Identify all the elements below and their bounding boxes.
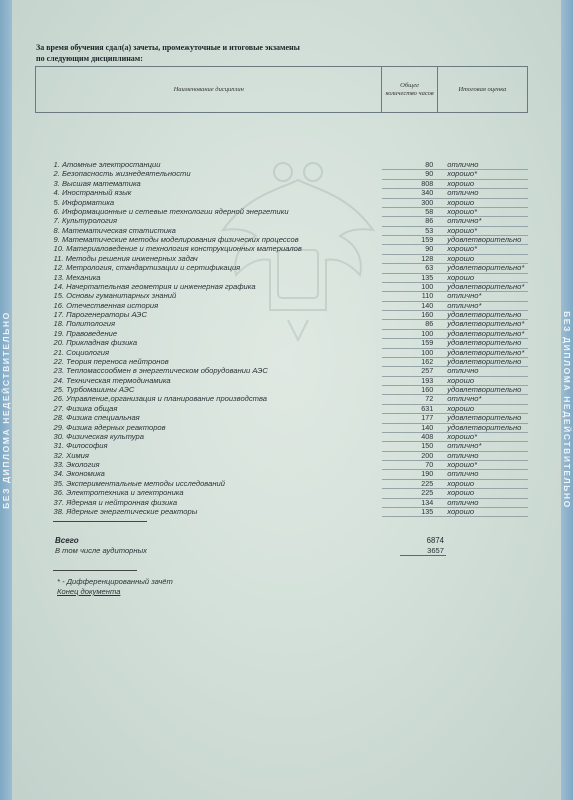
discipline-hours: 159: [382, 339, 437, 348]
discipline-name: 20. Прикладная физика: [53, 338, 138, 348]
discipline-name: 18. Политология: [53, 319, 116, 329]
discipline-name: 12. Метрология, стандартизации и сертификация: [53, 263, 241, 273]
header-total-hours: Общее количество часов: [382, 67, 437, 113]
header-discipline-name: Наименование дисциплин: [36, 67, 382, 113]
discipline-grade: удовлетворительно: [437, 414, 527, 423]
discipline-name: 5. Информатика: [53, 198, 115, 207]
discipline-hours: 100: [382, 348, 437, 357]
discipline-grade: хорошо: [437, 198, 527, 207]
discipline-grade: хорошо: [437, 489, 527, 498]
discipline-hours: 100: [382, 282, 437, 291]
table-row: [36, 423, 528, 432]
discipline-name: 19. Правоведение: [53, 329, 118, 338]
discipline-hours: 808: [382, 179, 437, 188]
table-row: [36, 367, 528, 376]
table-end-rule: [53, 521, 147, 522]
discipline-hours: 257: [382, 367, 437, 376]
discipline-grade: отлично: [437, 161, 527, 170]
discipline-grade: хорошо*: [437, 461, 527, 470]
table-row: [36, 470, 528, 479]
intro-text: [36, 42, 300, 64]
discipline-hours: 200: [382, 451, 437, 460]
table-row: [36, 189, 528, 198]
table-row: [36, 236, 528, 245]
discipline-hours: 140: [382, 301, 437, 310]
discipline-hours: 90: [382, 170, 437, 179]
discipline-hours: 300: [382, 198, 437, 207]
discipline-name: 3. Высшая математика: [53, 179, 141, 188]
table-row: [36, 395, 528, 404]
table-row: [36, 489, 528, 498]
table-row: [36, 507, 528, 516]
table-row: [36, 311, 528, 320]
table-row: [36, 479, 528, 488]
table-row: [36, 170, 528, 179]
discipline-hours: 159: [382, 236, 437, 245]
discipline-name: 37. Ядерная и нейтронная физика: [53, 498, 178, 507]
discipline-grade: хорошо*: [437, 207, 527, 216]
header-final-grade: Итоговая оценка: [437, 67, 527, 113]
discipline-hours: 408: [382, 432, 437, 441]
discipline-hours: 225: [382, 489, 437, 498]
discipline-hours: 86: [382, 320, 437, 329]
discipline-name: 36. Электротехника и электроника: [53, 488, 184, 498]
table-row: [36, 217, 528, 226]
discipline-name: 11. Методы решения инженерных задач: [53, 254, 198, 263]
discipline-name: 6. Информационные и сетевые технологии ядерной энергетики: [53, 207, 289, 216]
discipline-hours: 193: [382, 376, 437, 385]
discipline-grade: удовлетворительно*: [437, 264, 527, 273]
discipline-grade: удовлетворительно: [437, 236, 527, 245]
discipline-hours: 160: [382, 386, 437, 395]
discipline-hours: 110: [382, 292, 437, 301]
discipline-grade: отлично*: [437, 292, 527, 301]
discipline-name: 34. Экономика: [53, 469, 105, 479]
table-row: [36, 179, 528, 188]
discipline-grade: отлично*: [437, 395, 527, 404]
discipline-name: 27. Физика общая: [53, 404, 118, 413]
table-row: [36, 273, 528, 282]
discipline-name: 24. Техническая термодинамика: [53, 376, 171, 385]
discipline-grade: хорошо*: [437, 170, 527, 179]
discipline-grade: удовлетворительно: [437, 339, 527, 348]
footnote-rule: [53, 570, 137, 571]
discipline-hours: 72: [382, 395, 437, 404]
discipline-name: 13. Механика: [53, 273, 101, 282]
discipline-name: 28. Физика специальная: [53, 413, 140, 423]
classroom-hours-underline: [400, 555, 446, 556]
table-row: [36, 207, 528, 216]
table-row: [36, 376, 528, 385]
table-row: [36, 320, 528, 329]
table-row: [36, 348, 528, 357]
table-row: [36, 254, 528, 263]
discipline-hours: 80: [382, 161, 437, 170]
disciplines-table: [35, 66, 528, 517]
discipline-grade: хорошо*: [437, 432, 527, 441]
discipline-hours: 340: [382, 189, 437, 198]
discipline-name: 32. Химия: [53, 451, 89, 460]
discipline-name: 2. Безопасность жизнедеятельности: [53, 169, 191, 179]
discipline-name: 7. Культурология: [53, 216, 118, 226]
table-row: [36, 498, 528, 507]
table-row: [36, 292, 528, 301]
discipline-name: 30. Физическая культура: [53, 432, 144, 441]
table-row: [36, 404, 528, 413]
discipline-hours: 150: [382, 442, 437, 451]
discipline-hours: 135: [382, 507, 437, 516]
discipline-hours: 134: [382, 498, 437, 507]
table-row: [36, 451, 528, 460]
table-row: [36, 357, 528, 366]
discipline-hours: 140: [382, 423, 437, 432]
discipline-grade: отлично: [437, 470, 527, 479]
discipline-name: 25. Турбомашины АЭС: [53, 385, 135, 394]
discipline-name: 16. Отечественная история: [53, 301, 159, 310]
discipline-name: 38. Ядерные энергетические реакторы: [53, 507, 198, 516]
discipline-hours: 162: [382, 357, 437, 366]
table-row: [36, 414, 528, 423]
discipline-hours: 58: [382, 207, 437, 216]
table-row: [36, 386, 528, 395]
discipline-grade: удовлетворительно: [437, 423, 527, 432]
classroom-hours-value: 3657: [427, 546, 444, 555]
discipline-grade: удовлетворительно*: [437, 320, 527, 329]
table-row: [36, 226, 528, 235]
discipline-hours: 70: [382, 461, 437, 470]
discipline-name: 1. Атомные электростанции: [53, 161, 161, 170]
discipline-name: 17. Парогенераторы АЭС: [53, 310, 147, 319]
discipline-hours: 53: [382, 226, 437, 235]
total-label: Всего: [55, 536, 79, 545]
discipline-name: 23. Тепломассообмен в энергетическом оборудовании АЭС: [53, 366, 268, 376]
discipline-grade: хорошо: [437, 273, 527, 282]
discipline-grade: отлично: [437, 189, 527, 198]
discipline-grade: хорошо: [437, 179, 527, 188]
intro-line-1: За время обучения сдал(а) зачеты, промежуточные и итоговые экзамены: [36, 43, 300, 52]
discipline-grade: хорошо*: [437, 226, 527, 235]
discipline-hours: 160: [382, 311, 437, 320]
discipline-hours: 135: [382, 273, 437, 282]
discipline-name: 9. Математические методы моделирования физических процессов: [53, 235, 299, 244]
discipline-name: 35. Экспериментальные методы исследований: [53, 479, 225, 488]
discipline-name: 8. Математическая статистика: [53, 226, 176, 235]
discipline-grade: хорошо*: [437, 245, 527, 254]
table-row: [36, 161, 528, 170]
discipline-grade: хорошо: [437, 507, 527, 516]
table-row: [36, 461, 528, 470]
discipline-grade: удовлетворительно*: [437, 348, 527, 357]
discipline-grade: удовлетворительно: [437, 357, 527, 366]
discipline-grade: отлично*: [437, 217, 527, 226]
table-spacer: [36, 113, 528, 162]
discipline-name: 22. Теория переноса нейтронов: [53, 357, 169, 366]
table-row: [36, 339, 528, 348]
discipline-hours: 190: [382, 470, 437, 479]
left-side-caption: БЕЗ ДИПЛОМА НЕДЕЙСТВИТЕЛЬНО: [1, 311, 11, 509]
discipline-grade: удовлетворительно*: [437, 282, 527, 291]
discipline-hours: 128: [382, 254, 437, 263]
right-side-caption: БЕЗ ДИПЛОМА НЕДЕЙСТВИТЕЛЬНО: [562, 311, 572, 509]
discipline-hours: 100: [382, 329, 437, 338]
discipline-hours: 86: [382, 217, 437, 226]
discipline-hours: 225: [382, 479, 437, 488]
discipline-grade: удовлетворительно: [437, 311, 527, 320]
table-row: [36, 301, 528, 310]
discipline-grade: удовлетворительно: [437, 386, 527, 395]
discipline-name: 26. Управление,организация и планирование производства: [53, 394, 268, 404]
table-row: [36, 442, 528, 451]
discipline-name: 33. Экология: [53, 460, 100, 469]
end-of-document-label: Конец документа: [57, 587, 121, 596]
discipline-grade: хорошо: [437, 479, 527, 488]
discipline-grade: отлично*: [437, 301, 527, 310]
discipline-name: 21. Социология: [53, 348, 110, 357]
intro-line-2: по следующим дисциплинам:: [36, 54, 143, 63]
discipline-hours: 90: [382, 245, 437, 254]
discipline-grade: хорошо: [437, 254, 527, 263]
discipline-name: 31. Философия: [53, 441, 108, 451]
discipline-hours: 63: [382, 264, 437, 273]
discipline-hours: 631: [382, 404, 437, 413]
discipline-grade: отлично: [437, 498, 527, 507]
discipline-hours: 177: [382, 414, 437, 423]
table-row: [36, 245, 528, 254]
discipline-name: 15. Основы гуманитарных знаний: [53, 291, 177, 301]
discipline-grade: удовлетворительно*: [437, 329, 527, 338]
discipline-name: 14. Начертательная геометрия и инженерная графика: [53, 282, 256, 291]
total-hours-value: 6874: [426, 536, 444, 545]
discipline-grade: хорошо: [437, 376, 527, 385]
discipline-grade: отлично*: [437, 442, 527, 451]
discipline-name: 10. Материаловедение и технология конструкционных материалов: [53, 244, 302, 254]
table-row: [36, 282, 528, 291]
discipline-name: 29. Физика ядерных реакторов: [53, 423, 166, 432]
classroom-hours-label: В том числе аудиторных: [55, 546, 147, 555]
table-row: [36, 329, 528, 338]
table-row: [36, 432, 528, 441]
table-row: [36, 198, 528, 207]
table-row: [36, 264, 528, 273]
discipline-grade: отлично: [437, 451, 527, 460]
footnote-text: * - Дифференцированный зачёт: [57, 577, 173, 586]
discipline-grade: отлично: [437, 367, 527, 376]
discipline-grade: хорошо: [437, 404, 527, 413]
discipline-name: 4. Иностранный язык: [53, 188, 132, 198]
